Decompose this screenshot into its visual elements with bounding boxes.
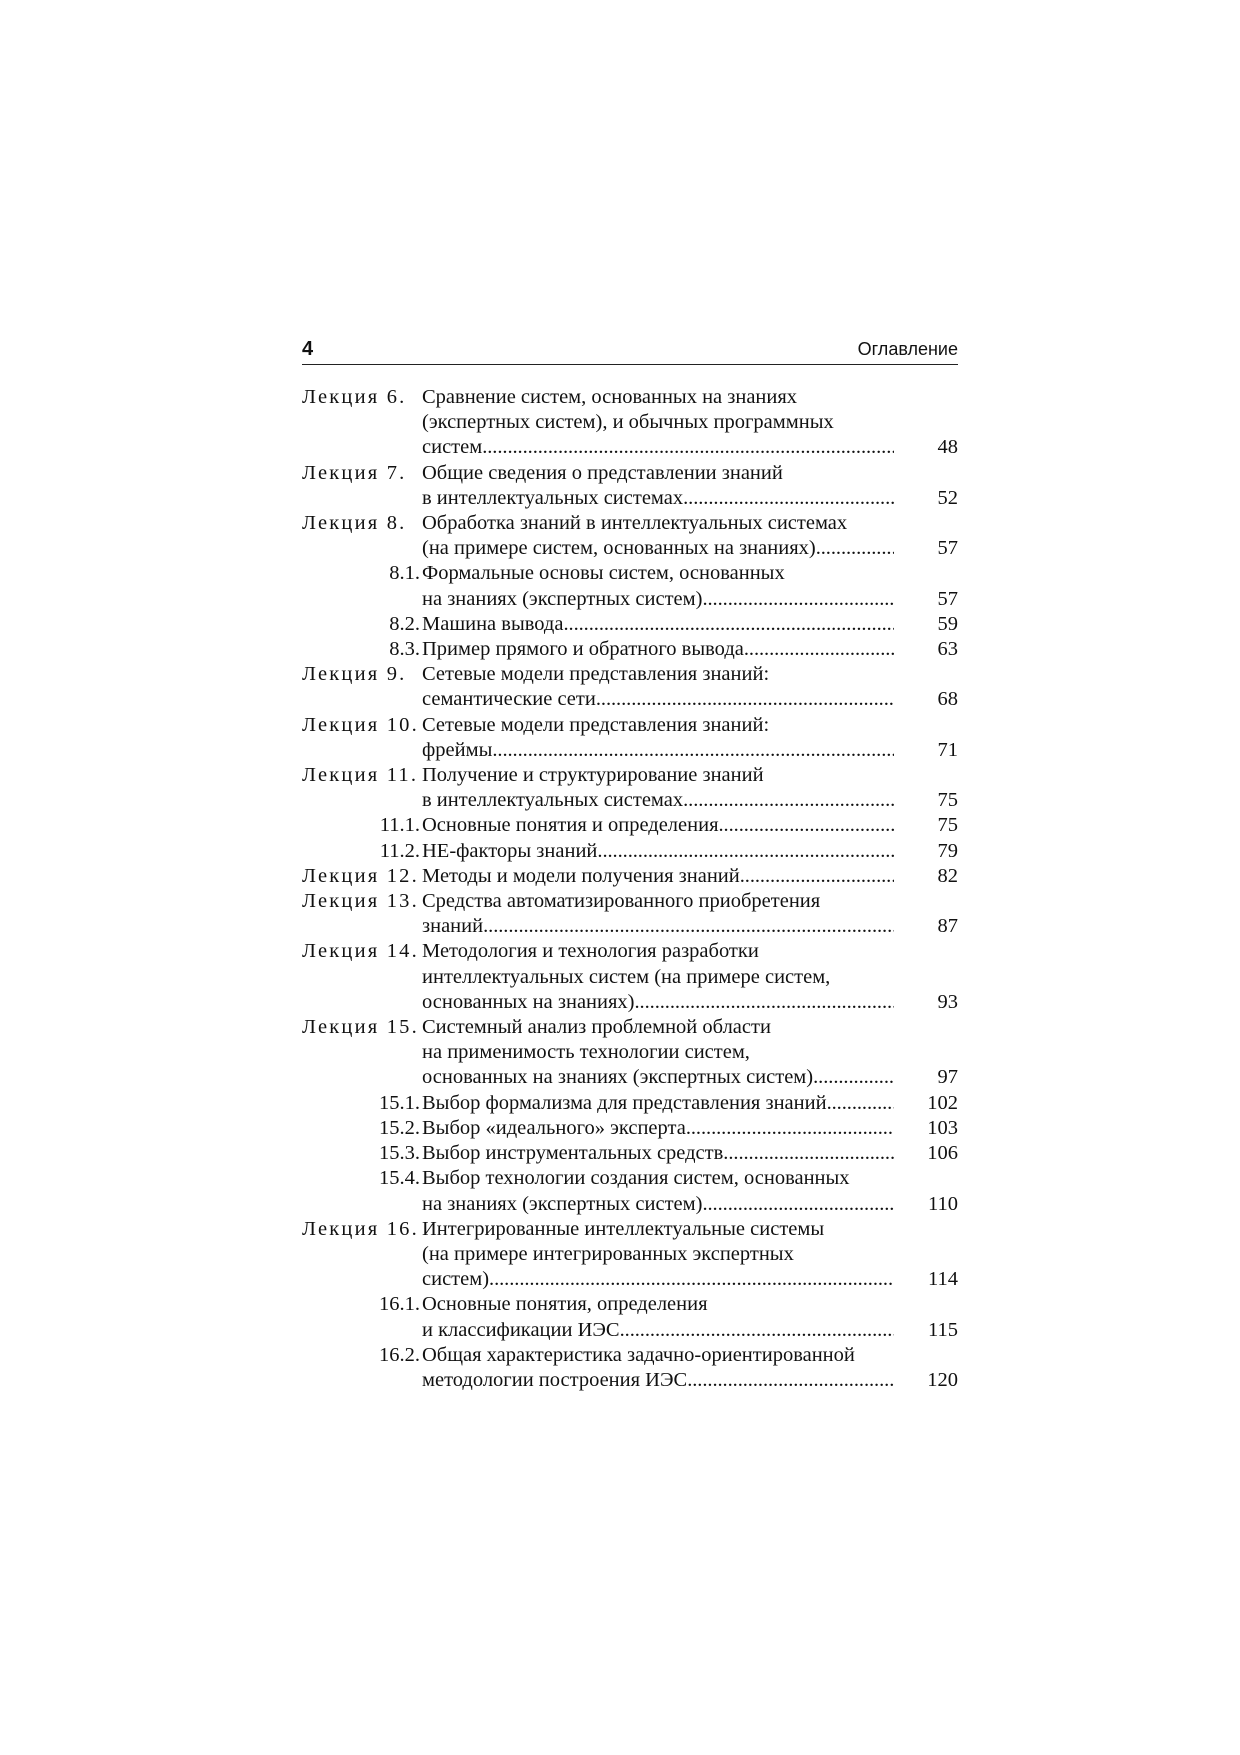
toc-entry[interactable] (302, 813, 958, 838)
page-number: 4 (302, 338, 314, 360)
toc-entry-title-line: Интегрированные интеллектуальные системы (422, 1217, 825, 1240)
toc-entry-title-line: (экспертных систем), и обычных программных (422, 411, 834, 434)
toc-entry-title-line: семантические сети (422, 688, 596, 711)
toc-entry-label: Лекция 14. (302, 940, 419, 963)
toc-entry-label: 16.2. (379, 1343, 420, 1366)
toc-entry-label: 11.2. (379, 839, 420, 862)
toc-entry-title-line: Сетевые модели представления знаний: (422, 713, 770, 736)
toc-entry-title-line: Системный анализ проблемной области (422, 1016, 771, 1039)
toc-entry-label: 15.4. (379, 1167, 420, 1190)
dot-leader (719, 813, 895, 838)
toc-entry-title-line: Средства автоматизированного приобретения (422, 890, 821, 913)
toc-entry-title-line: Методология и технология разработки (422, 940, 759, 963)
toc-entry-label: Лекция 8. (302, 512, 407, 535)
toc-entry-title-line: (на примере интегрированных экспертных (422, 1242, 794, 1265)
toc-entry-label: Лекция 11. (302, 764, 419, 787)
toc-entry-page: 59 (937, 612, 958, 635)
toc-entry-title-line: Выбор «идеального» эксперта (422, 1116, 686, 1139)
toc-entry-title-line: систем (422, 436, 483, 459)
toc-entry-page: 93 (937, 990, 958, 1013)
toc-entry-label: 8.2. (389, 612, 420, 635)
toc-entry-title-line: на знаниях (экспертных систем) (422, 587, 703, 610)
toc-entry-page: 82 (937, 864, 958, 887)
toc-entry-page: 75 (937, 789, 958, 812)
dot-leader (744, 637, 894, 662)
toc-entry-label: 16.1. (379, 1293, 420, 1316)
toc-entry[interactable] (302, 889, 958, 939)
toc-entry-title-line: Формальные основы систем, основанных (422, 562, 785, 585)
toc-entry-title-line: Методы и модели получения знаний (422, 864, 740, 887)
toc-entry-page: 57 (937, 537, 958, 560)
toc-entry-page: 75 (937, 814, 958, 837)
toc-entry-page: 71 (937, 738, 958, 761)
toc-entry-label: Лекция 10. (302, 713, 419, 736)
toc-entry-page: 48 (937, 436, 958, 459)
toc-entry-title-line: Машина вывода (422, 612, 564, 635)
dot-leader (723, 1141, 894, 1166)
toc-entry[interactable] (302, 1343, 958, 1393)
dot-leader (687, 1368, 894, 1393)
dot-leader (816, 536, 894, 561)
toc-entry[interactable] (302, 612, 958, 637)
dot-leader (482, 435, 894, 460)
table-of-contents (302, 385, 958, 1393)
toc-entry[interactable] (302, 1141, 958, 1166)
toc-entry[interactable] (302, 461, 958, 511)
dot-leader (740, 864, 894, 889)
toc-entry-page: 97 (937, 1066, 958, 1089)
toc-entry-title-line: знаний (422, 915, 484, 938)
toc-entry-title-line: Основные понятия и определения (422, 814, 719, 837)
toc-entry[interactable] (302, 637, 958, 662)
toc-entry-page: 106 (927, 1142, 958, 1165)
toc-entry-title-line: Общие сведения о представлении знаний (422, 461, 783, 484)
toc-entry[interactable] (302, 1091, 958, 1116)
toc-entry[interactable] (302, 1217, 958, 1293)
toc-entry-title-line: в интеллектуальных системах (422, 789, 684, 812)
header-title: Оглавление (857, 339, 958, 359)
toc-entry-title-line: методологии построения ИЭС (422, 1368, 688, 1391)
toc-entry-title-line: Общая характеристика задачно-ориентированной (422, 1343, 855, 1366)
toc-entry-page: 120 (927, 1368, 958, 1391)
toc-entry-label: 15.1. (379, 1091, 420, 1114)
toc-entry-page: 102 (927, 1091, 958, 1114)
toc-entry-label: Лекция 12. (302, 864, 419, 887)
toc-entry[interactable] (302, 839, 958, 864)
toc-entry-title-line: Выбор формализма для представления знаний (422, 1091, 827, 1114)
dot-leader (483, 914, 894, 939)
toc-entry-page: 103 (927, 1116, 958, 1139)
toc-entry[interactable] (302, 1166, 958, 1216)
toc-entry-label: 8.1. (389, 562, 420, 585)
toc-entry-page: 57 (937, 587, 958, 610)
toc-entry-title-line: систем) (422, 1268, 490, 1291)
toc-entry-title-line: основанных на знаниях (экспертных систем) (422, 1066, 814, 1089)
toc-entry-title-line: и классификации ИЭС (422, 1318, 620, 1341)
toc-entry-label: Лекция 7. (302, 461, 407, 484)
dot-leader (827, 1091, 894, 1116)
toc-entry-title-line: Основные понятия, определения (422, 1293, 708, 1316)
toc-entry-label: 11.1. (379, 814, 420, 837)
toc-entry-page: 79 (937, 839, 958, 862)
toc-entry-page: 110 (928, 1192, 958, 1215)
toc-entry-title-line: Пример прямого и обратного вывода (422, 638, 744, 661)
toc-entry-page: 52 (937, 486, 958, 509)
dot-leader (597, 839, 894, 864)
dot-leader (563, 612, 894, 637)
dot-leader (620, 1318, 894, 1343)
toc-entry-label: Лекция 15. (302, 1016, 419, 1039)
toc-entry-page: 63 (937, 638, 958, 661)
toc-entry[interactable] (302, 939, 958, 1015)
toc-entry-title-line: в интеллектуальных системах (422, 486, 684, 509)
toc-entry-title-line: НЕ-факторы знаний (422, 839, 598, 862)
toc-entry[interactable] (302, 1292, 958, 1342)
dot-leader (683, 486, 894, 511)
running-header (302, 336, 958, 365)
toc-entry-title-line: (на примере систем, основанных на знаниях) (422, 537, 816, 560)
toc-entry-title-line: Выбор инструментальных средств (422, 1142, 724, 1165)
toc-entry-label: Лекция 13. (302, 890, 419, 913)
dot-leader (813, 1065, 894, 1090)
toc-entry-page: 68 (937, 688, 958, 711)
dot-leader (702, 587, 894, 612)
toc-entry-title-line: интеллектуальных систем (на примере систем, (422, 965, 831, 988)
toc-entry-title-line: Выбор технологии создания систем, основанных (422, 1167, 850, 1190)
toc-entry-page: 87 (937, 915, 958, 938)
dot-leader (489, 1267, 894, 1292)
dot-leader (702, 1192, 894, 1217)
toc-entry[interactable] (302, 864, 958, 889)
dot-leader (683, 788, 894, 813)
toc-entry-label: 15.2. (379, 1116, 420, 1139)
toc-entry-label: 8.3. (389, 638, 420, 661)
dot-leader (686, 1116, 894, 1141)
toc-entry-title-line: на знаниях (экспертных систем) (422, 1192, 703, 1215)
toc-entry[interactable] (302, 1116, 958, 1141)
toc-entry-label: Лекция 6. (302, 386, 407, 408)
toc-entry-label: Лекция 16. (302, 1217, 419, 1240)
toc-entry-title-line: на применимость технологии систем, (422, 1041, 750, 1064)
dot-leader (596, 687, 894, 712)
toc-entry[interactable] (302, 511, 958, 561)
toc-entry[interactable] (302, 662, 958, 712)
toc-entry-title-line: Обработка знаний в интеллектуальных системах (422, 512, 848, 535)
toc-entry-title-line: фреймы (422, 738, 493, 761)
dot-leader (492, 738, 894, 763)
toc-entry-page: 115 (928, 1318, 958, 1341)
dot-leader (635, 990, 895, 1015)
toc-entry-title-line: основанных на знаниях) (422, 990, 635, 1013)
toc-entry-title-line: Сравнение систем, основанных на знаниях (422, 386, 798, 408)
toc-entry-title-line: Получение и структурирование знаний (422, 764, 764, 787)
toc-entry-label: 15.3. (379, 1142, 420, 1165)
toc-entry[interactable] (302, 385, 958, 461)
toc-entry[interactable] (302, 561, 958, 611)
toc-entry-label: Лекция 9. (302, 663, 407, 686)
toc-entry[interactable] (302, 763, 958, 813)
toc-entry[interactable] (302, 713, 958, 763)
toc-entry[interactable] (302, 1015, 958, 1091)
toc-entry-page: 114 (928, 1268, 958, 1291)
toc-entry-title-line: Сетевые модели представления знаний: (422, 663, 770, 686)
